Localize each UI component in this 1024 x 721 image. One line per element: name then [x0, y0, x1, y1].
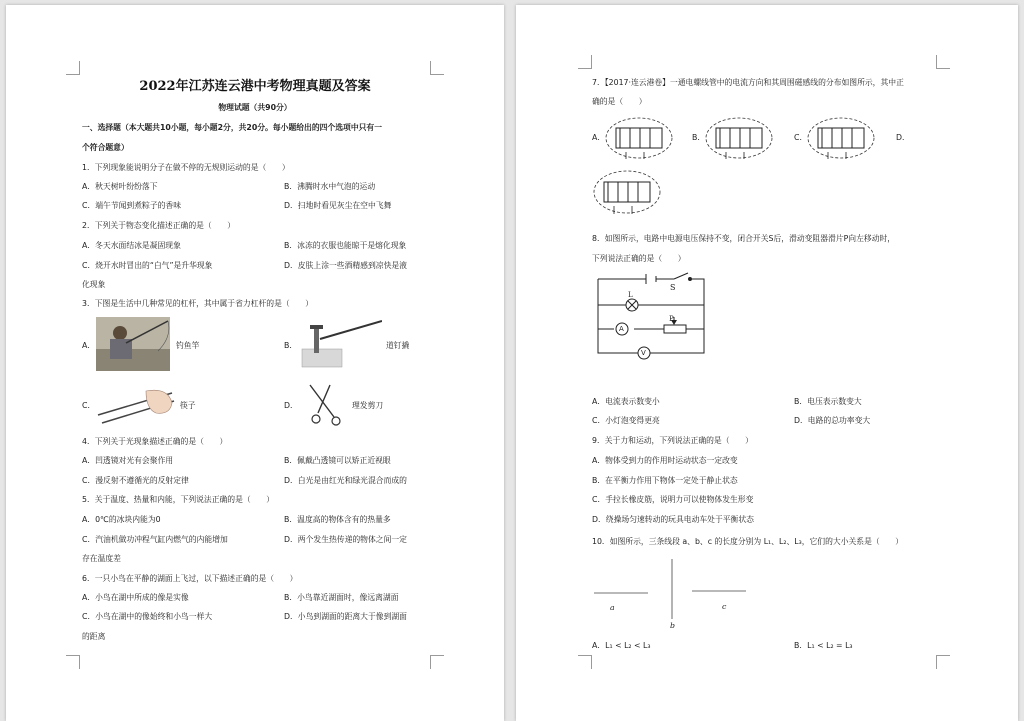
q2-stem: 2．下列关于物态变化描述正确的是（ ） [82, 221, 236, 230]
q2-option-b: B．冰冻的衣服也能晾干是熔化现象 [284, 241, 407, 250]
document-page-2 [516, 5, 1018, 721]
q8-option-b: B．电压表示数变大 [794, 397, 862, 406]
section-heading: 一、选择题（本大题共10小题，每小题2分，共20分。每小题给出的四个选项中只有一 [82, 123, 383, 132]
q2-option-d: D．皮肤上涂一些酒精感到凉快是液 [284, 261, 407, 270]
solenoid-figure-c [806, 115, 876, 161]
q10-option-b: B．L₁ < L₂ = L₃ [794, 641, 853, 650]
q5-option-a: A．0℃的冰块内能为0 [82, 515, 161, 524]
nail-puller-image [298, 319, 382, 369]
q3-d-label: 理发剪刀 [352, 401, 384, 410]
q7-option-d: D． [896, 133, 910, 142]
corner-mark [936, 655, 950, 669]
q4-option-c: C．漫反射不遵循光的反射定律 [82, 476, 189, 485]
q3-stem: 3．下图是生活中几种常见的杠杆，其中属于省力杠杆的是（ ） [82, 299, 314, 308]
q5-option-d-cont: 存在温度差 [82, 554, 121, 563]
q4-option-b: B．佩戴凸透镜可以矫正近视眼 [284, 456, 391, 465]
solenoid-figure-a [604, 115, 674, 161]
document-page-1 [6, 5, 504, 721]
q8-label-v: V [641, 349, 646, 357]
q10-label-b: b [670, 621, 675, 630]
q9-option-b: B．在平衡力作用下物体一定处于静止状态 [592, 476, 738, 485]
q8-stem-cont: 下列说法正确的是（ ） [592, 254, 686, 263]
q2-option-c: C．烧开水时冒出的“白气”是升华现象 [82, 261, 213, 270]
q6-option-b: B．小鸟靠近湖面时，像远离湖面 [284, 593, 399, 602]
q3-c-label: 筷子 [180, 401, 196, 410]
q1-option-a: A．秋天树叶纷纷落下 [82, 182, 158, 191]
solenoid-figure-d [592, 167, 662, 217]
corner-mark [66, 655, 80, 669]
q5-option-b: B．温度高的物体含有的热量多 [284, 515, 391, 524]
q1-stem: 1．下列现象能说明分子在做不停的无规则运动的是（ ） [82, 163, 290, 172]
q3-option-b: B． [284, 341, 298, 350]
q1-option-d: D．扫地时看见灰尘在空中飞舞 [284, 201, 392, 210]
q8-label-p: P [669, 315, 674, 323]
q7-option-a: A． [592, 133, 606, 142]
q8-option-c: C．小灯泡变得更亮 [592, 416, 660, 425]
q8-label-s: S [670, 283, 676, 292]
corner-mark [430, 61, 444, 75]
q7-option-c: C． [794, 133, 808, 142]
circuit-diagram [594, 271, 714, 367]
q8-label-l: L [628, 291, 633, 299]
document-subtitle: 物理试题（共90分） [218, 103, 292, 112]
q6-option-c: C．小鸟在湖中的像始终和小鸟一样大 [82, 612, 213, 621]
q9-option-a: A．物体受到力的作用时运动状态一定改变 [592, 456, 738, 465]
q6-option-d: D．小鸟到湖面的距离大于像到湖面 [284, 612, 407, 621]
q1-option-c: C．端午节闻到煮粽子的香味 [82, 201, 182, 210]
q5-option-c: C．汽油机做功冲程气缸内燃气的内能增加 [82, 535, 228, 544]
q9-option-d: D．绕操场匀速转动的玩具电动车处于平衡状态 [592, 515, 754, 524]
q3-option-a: A． [82, 341, 96, 350]
q2-option-d-cont: 化现象 [82, 280, 106, 289]
chopsticks-image [96, 385, 176, 425]
q10-stem: 10．如图所示，三条线段 a、b、c 的长度分别为 L₁、L₂、L₃，它们的大小关系是（ ） [592, 537, 904, 546]
q3-option-d: D． [284, 401, 298, 410]
q5-option-d: D．两个发生热传递的物体之间一定 [284, 535, 407, 544]
corner-mark [66, 61, 80, 75]
q8-option-d: D．电路的总功率变大 [794, 416, 871, 425]
corner-mark [578, 55, 592, 69]
q2-option-a: A．冬天水面结冰是凝固现象 [82, 241, 181, 250]
document-title: 2022年江苏连云港中考物理真题及答案 [139, 79, 371, 94]
q5-stem: 5．关于温度、热量和内能，下列说法正确的是（ ） [82, 495, 275, 504]
fishing-rod-image [96, 317, 170, 371]
q10-option-a: A．L₁ < L₂ < L₃ [592, 641, 651, 650]
q8-label-a: A [619, 325, 624, 333]
corner-mark [430, 655, 444, 669]
q1-option-b: B．沸腾时水中气泡的运动 [284, 182, 376, 191]
q8-option-a: A．电流表示数变小 [592, 397, 660, 406]
scissors-image [304, 383, 344, 427]
q9-option-c: C．手拉长橡皮筋，说明力可以使物体发生形变 [592, 495, 754, 504]
q4-option-d: D．白光是由红光和绿光混合而成的 [284, 476, 407, 485]
section-heading-cont: 个符合题意） [82, 143, 129, 152]
q3-b-label: 道钉撬 [386, 341, 410, 350]
q7-option-b: B． [692, 133, 706, 142]
q9-stem: 9．关于力和运动，下列说法正确的是（ ） [592, 436, 753, 445]
q8-stem: 8．如图所示，电路中电源电压保持不变，闭合开关S后，滑动变阻器滑片P向左移动时， [592, 234, 896, 243]
q4-stem: 4．下列关于光现象描述正确的是（ ） [82, 437, 228, 446]
q7-stem-cont: 确的是（ ） [592, 97, 647, 106]
solenoid-figure-b [704, 115, 774, 161]
q6-stem: 6．一只小鸟在平静的湖面上飞过，以下描述正确的是（ ） [82, 574, 298, 583]
q3-a-label: 钓鱼竿 [176, 341, 200, 350]
q10-label-c: c [722, 602, 727, 611]
q4-option-a: A．凹透镜对光有会聚作用 [82, 456, 174, 465]
q6-option-d-cont: 的距离 [82, 632, 106, 641]
q3-option-c: C． [82, 401, 96, 410]
corner-mark [936, 55, 950, 69]
q10-label-a: a [610, 603, 615, 612]
corner-mark [578, 655, 592, 669]
q7-stem: 7．【2017·连云港卷】一通电螺线管中的电流方向和其周围磁感线的分布如图所示，其中正 [592, 78, 904, 87]
q6-option-a: A．小鸟在湖中所成的像是实像 [82, 593, 189, 602]
line-segments-figure [592, 555, 782, 631]
